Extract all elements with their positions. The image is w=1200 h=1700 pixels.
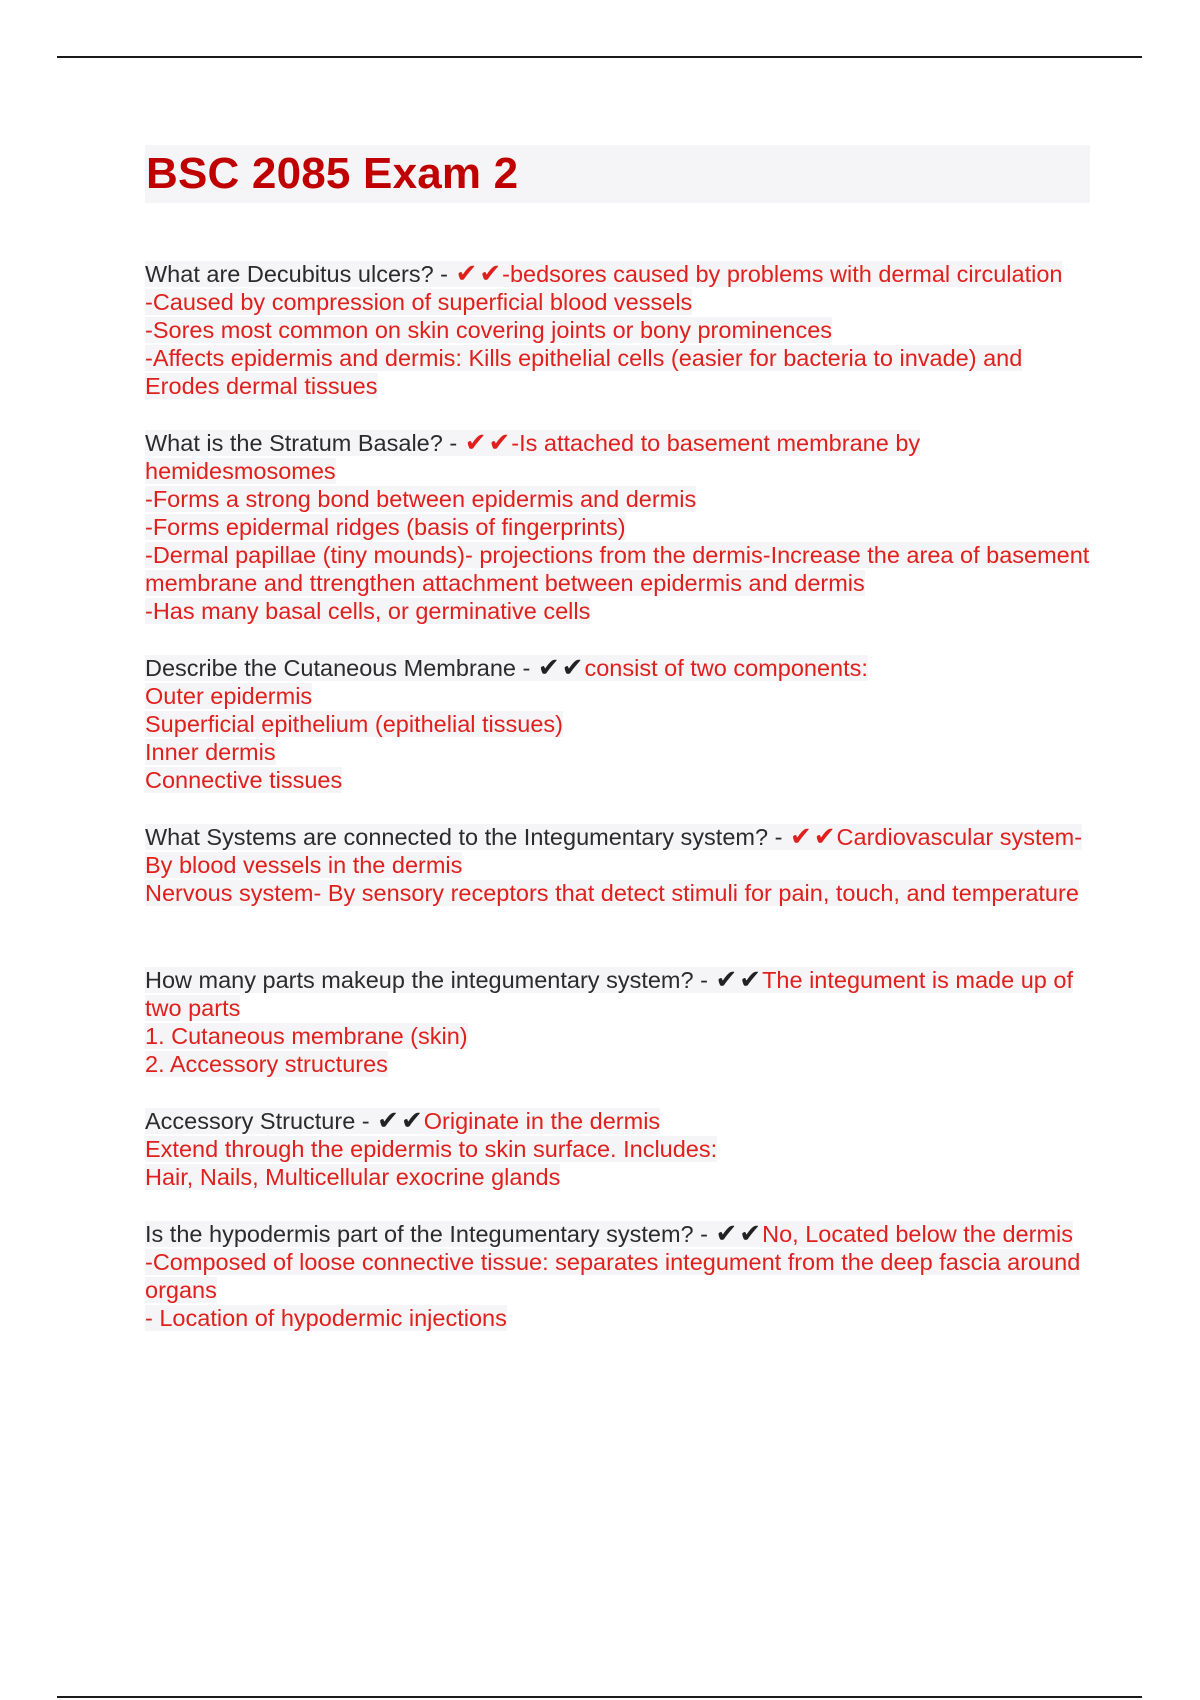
checkmark-icon: ✔ (715, 964, 738, 994)
answer-line: Superficial epithelium (epithelial tissues) (145, 711, 563, 737)
answer-text: -Is attached to basement membrane by hemidesmosomes (145, 430, 921, 484)
question-text: Accessory Structure - (145, 1108, 377, 1134)
answer-line: -Has many basal cells, or germinative cells (145, 598, 591, 624)
qa-item (145, 1219, 1090, 1332)
checkmark-icon: ✔ (739, 964, 762, 994)
answer-line: -Dermal papillae (tiny mounds)- projections from the dermis-Increase the area of basement membrane and ttrengthen attachment between epidermis and dermis (145, 542, 1090, 596)
question-text: What is the Stratum Basale? - (145, 430, 464, 456)
answer-text: consist of two components: (584, 655, 868, 681)
question-text: How many parts makeup the integumentary system? - (145, 967, 715, 993)
answer-text: -bedsores caused by problems with dermal circulation (502, 261, 1063, 287)
question-text: What are Decubitus ulcers? - (145, 261, 455, 287)
qa-item (145, 259, 1090, 400)
answer-line: 2. Accessory structures (145, 1051, 388, 1077)
qa-item (145, 653, 1090, 794)
checkmark-icon: ✔ (400, 1105, 423, 1135)
answer-line: Outer epidermis (145, 683, 313, 709)
question-text: Describe the Cutaneous Membrane - (145, 655, 537, 681)
qa-item (145, 822, 1090, 907)
answer-line: - Location of hypodermic injections (145, 1305, 507, 1331)
qa-item (145, 1106, 1090, 1191)
answer-line: Hair, Nails, Multicellular exocrine glands (145, 1164, 561, 1190)
answer-text: The integument is made up of two parts (145, 967, 1073, 1021)
title-bar (145, 145, 1090, 203)
checkmark-icon: ✔ (561, 652, 584, 682)
checkmark-icon: ✔ (537, 652, 560, 682)
checkmark-icon: ✔ (739, 1218, 762, 1248)
checkmark-icon: ✔ (789, 821, 812, 851)
answer-line: Nervous system- By sensory receptors that detect stimuli for pain, touch, and temperature (145, 880, 1079, 906)
answer-line: -Forms epidermal ridges (basis of fingerprints) (145, 514, 626, 540)
answer-line: Extend through the epidermis to skin surface. Includes: (145, 1136, 718, 1162)
answer-line: Connective tissues (145, 767, 343, 793)
bottom-rule (57, 1696, 1142, 1698)
answer-line: -Affects epidermis and dermis: Kills epithelial cells (easier for bacteria to invade) and Erodes dermal tissues (145, 345, 1023, 399)
answer-line: -Caused by compression of superficial blood vessels (145, 289, 693, 315)
question-text: Is the hypodermis part of the Integumentary system? - (145, 1221, 715, 1247)
checkmark-icon: ✔ (464, 427, 487, 457)
qa-item (145, 428, 1090, 625)
answer-text: No, Located below the dermis (762, 1221, 1073, 1247)
checkmark-icon: ✔ (455, 258, 478, 288)
answer-line: Inner dermis (145, 739, 276, 765)
answer-line: -Composed of loose connective tissue: separates integument from the deep fascia around organs (145, 1249, 1081, 1303)
checkmark-icon: ✔ (715, 1218, 738, 1248)
answer-line: -Sores most common on skin covering joints or bony prominences (145, 317, 833, 343)
checkmark-icon: ✔ (479, 258, 502, 288)
top-rule (57, 56, 1142, 58)
checkmark-icon: ✔ (813, 821, 836, 851)
qa-list (145, 259, 1090, 1332)
answer-line: -Forms a strong bond between epidermis and dermis (145, 486, 697, 512)
answer-text: Cardiovascular system- By blood vessels in the dermis (145, 824, 1083, 878)
qa-item (145, 965, 1090, 1078)
answer-line: 1. Cutaneous membrane (skin) (145, 1023, 468, 1049)
page-title: BSC 2085 Exam 2 (146, 149, 519, 198)
checkmark-icon: ✔ (488, 427, 511, 457)
answer-text: Originate in the dermis (423, 1108, 661, 1134)
checkmark-icon: ✔ (377, 1105, 399, 1135)
document-body (145, 145, 1090, 1332)
question-text: What Systems are connected to the Integumentary system? - (145, 824, 789, 850)
